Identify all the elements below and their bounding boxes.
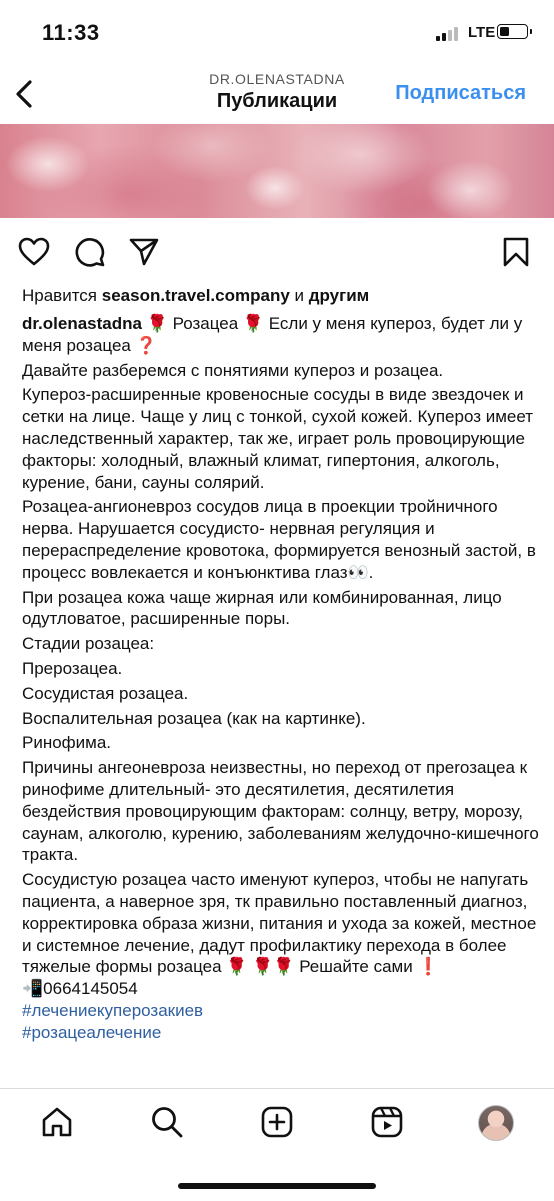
hashtag-link[interactable]: #розацеалечение <box>22 1022 162 1042</box>
likes-others-link[interactable]: другим <box>308 286 370 305</box>
post-image[interactable] <box>0 124 554 218</box>
caption-paragraph: Купероз-расширенные кровеносные сосуды в виде звездочек и сетки на лице. Чаще у лиц с тонкой, сухой кожей. Купероз имеет наследственный характер, так же, играет роль провоцирующие факторы: холодный, влажный климат, гипертония, алкоголь, курение, бани, сауны солярий. <box>22 385 534 492</box>
caption-paragraph: Сосудистая розацеа. <box>22 683 189 703</box>
hashtag-link[interactable]: #лечениекуперозакиев <box>22 1000 204 1020</box>
tab-reels[interactable] <box>370 1105 404 1139</box>
heart-icon <box>18 236 50 268</box>
signal-icon <box>436 27 462 41</box>
status-bar <box>0 0 554 60</box>
reels-icon <box>370 1105 404 1139</box>
like-button[interactable] <box>18 236 50 268</box>
post-actions <box>0 218 554 284</box>
comment-button[interactable] <box>74 236 106 268</box>
home-indicator <box>178 1183 376 1189</box>
caption-username[interactable]: dr.olenastadna <box>22 314 142 333</box>
tab-home[interactable] <box>40 1105 74 1139</box>
tab-profile-avatar[interactable] <box>478 1105 514 1141</box>
home-icon <box>40 1105 74 1139</box>
caption-paragraph: Сосудистую розацеа часто именуют купероз, чтобы не напугать пациента, а наверное зря, тк правильно поставленный диагноз, корректировка образа жизни, питания и ухода за кожей, местное и системное лечение, дадут профилактику перехода в более тяжелые формы розацеа 🌹 🌹🌹 Решайте сами ❗ <box>22 870 537 977</box>
tab-create[interactable] <box>260 1105 294 1139</box>
send-icon <box>128 236 160 268</box>
tab-search[interactable] <box>150 1105 184 1139</box>
nav-header <box>0 60 554 124</box>
caption-paragraph: Давайте разберемся с понятиями купероз и розацеа. <box>22 360 444 380</box>
battery-icon <box>497 24 528 39</box>
status-time: 11:33 <box>42 20 100 45</box>
follow-button[interactable]: Подписаться <box>395 82 526 104</box>
plus-square-icon <box>260 1105 294 1139</box>
caption-paragraph: Причины ангеоневроза неизвестны, но переход от преrозацеа к ринофиме длительный- это десятилетия, десятилетия бездействия провоцирующим факторам: солнцу, ветру, морозу, саунам, алкоголю, курению, заболеваниям желудочно-кишечного тракта. <box>22 758 539 865</box>
caption-paragraph: Розацеа-ангионевроз сосудов лица в проекции тройничного нерва. Нарушается сосудисто- нервная регуляция и перераспределение кровотока, формируется венозный застой, в процесс вовлекается и конъюнктива глаз👀. <box>22 497 536 582</box>
page-title: Публикации <box>216 90 338 112</box>
search-icon <box>150 1105 184 1139</box>
comment-icon <box>74 236 106 268</box>
caption-paragraph: Прерозацеа. <box>22 658 123 678</box>
save-button[interactable] <box>500 236 532 268</box>
caption-paragraph: При розацеа кожа чаще жирная или комбинированная, лицо одутловатое, расширенные поры. <box>22 587 502 629</box>
caption-paragraph: Воспалительная розацеа (как на картинке). <box>22 708 366 728</box>
post-caption: dr.olenastadna 🌹 Розацеа 🌹 Если у меня купероз, будет ли у меня розацеа ❓ Давайте разберемся с понятиями купероз и розацеа. Купероз-расширенные кровеносные сосуды в виде звездочек и сетки на лице. Чаще у лиц с тонкой, сухой кожей. Купероз имеет наследственный характер, так же, играет роль провоцирующие факторы: холодный, влажный климат, гипертония, алкоголь, курение, бани, сауны солярий. Розацеа-ангионевроз сосудов лица в проекции тройничного нерва. Нарушается сосудисто- нервная регуляция и перераспределение кровотока, формируется венозный застой, в процесс вовлекается и конъюнктива глаз👀. При розацеа кожа чаще жирная или комбинированная, лицо одутловатое, расширенные поры. Стадии розацеа: Прерозацеа. Сосудистая розацеа. Воспалительная розацеа (как на картинке). Ринофима. Причины ангеоневроза неизвестны, но переход от преrозацеа к ринофиме длительный- это десятилетия, десятилетия бездействия провоцирующим факторам: солнцу, ветру, морозу, саунам, алкоголю, курению, заболеваниям желудочно-кишечного тракта. Сосудистую розацеа часто именуют купероз, чтобы не напугать пациента, а наверное зря, тк правильно поставленный диагноз, корректировка образа жизни, питания и ухода за кожей, местное и системное лечение, дадут профилактику перехода в более тяжелые формы розацеа 🌹 🌹🌹 Решайте сами ❗ 📲0664145054 #лечениекуперозакиев #розацеалечение <box>22 313 542 1032</box>
bookmark-icon <box>500 236 532 268</box>
account-name: DR.OLENASTADNA <box>209 71 345 87</box>
share-button[interactable] <box>128 236 160 268</box>
caption-paragraph: Стадии розацеа: <box>22 634 155 654</box>
network-label: LTE <box>468 24 496 41</box>
phone-number: 📲0664145054 <box>22 979 138 999</box>
caption-paragraph: Ринофима. <box>22 733 112 753</box>
liker-username[interactable]: season.travel.company <box>101 286 290 305</box>
likes-line: Нравится season.travel.company и другим <box>22 286 370 305</box>
